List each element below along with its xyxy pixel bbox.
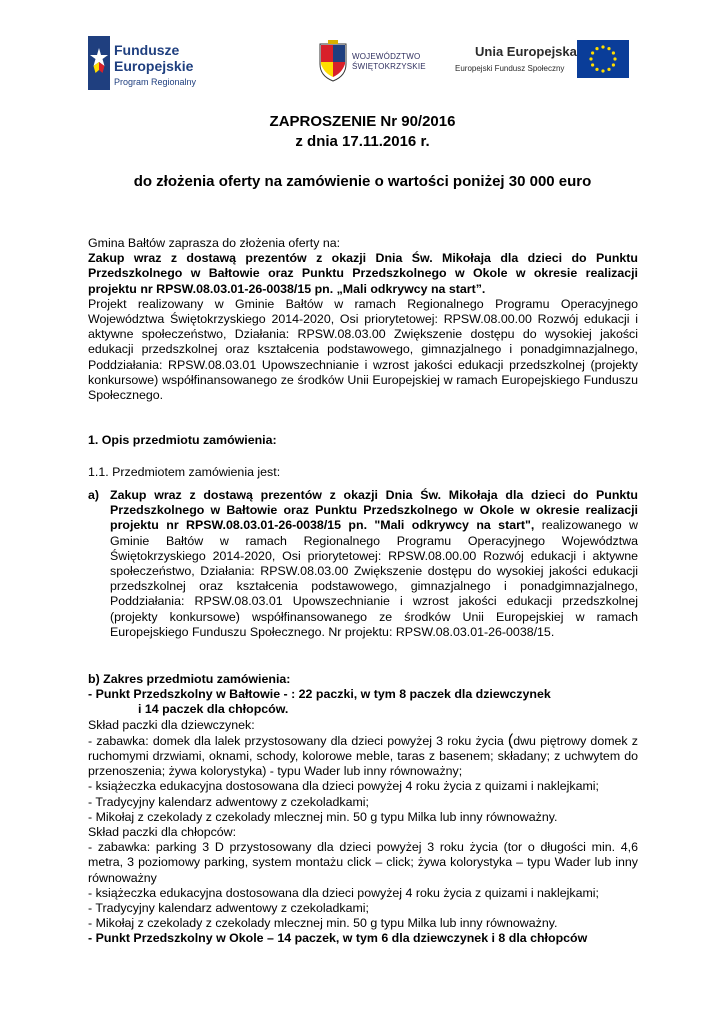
baltow-line-2: i 14 paczek dla chłopców. [138, 702, 289, 717]
section-1-1-heading: 1.1. Przedmiotem zamówienia jest: [88, 465, 281, 479]
item-a [88, 488, 638, 640]
girls-calendar: - Tradycyjny kalendarz adwentowy z czekoladkami; [88, 794, 369, 809]
item-a-body: realizowanego w Gminie Bałtów w ramach Regionalnego Programu Operacyjnego Województwa Świętokrzyskiego 2014-2020, Osi priorytetowej: RPSW.08.00.00 Rozwój edukacji i aktywne społeczeństwo, Działania: RPSW.08.03.00 Zwiększenie dostępu do wysokiej jakości edukacji przedszkolnej oraz kształcenia podstawowego, gimnazjalnego i ponadgimnazjalnego, Poddziałania: RPSW.08.03.01 Upowszechnianie i wzrost jakości edukacji przedszkolnej (projekty konkursowe) współfinansowanego ze środków Unii Europejskiej w ramach Europejskiego Funduszu Społecznego. Nr projektu: RPSW.08.03.01-26-0038/15. [110, 518, 638, 639]
unia-europejska-logo [455, 40, 635, 84]
girls-heading: Skład paczki dla dziewczynek: [88, 717, 255, 732]
section-b [88, 672, 638, 947]
boys-heading: Skład paczki dla chłopców: [88, 825, 237, 840]
fe-star-icon [88, 36, 110, 90]
section-1-heading: 1. Opis przedmiotu zamówienia: [88, 433, 277, 447]
invitation-subject: do złożenia oferty na zamówienie o wartości poniżej 30 000 euro [133, 173, 592, 190]
ue-logo-title: Unia Europejska [475, 44, 577, 59]
intro-section [88, 236, 638, 403]
girls-book: - książeczka edukacyjna dostosowana dla dzieci powyżej 4 roku życia z quizami i naklejkami; [88, 779, 600, 794]
boys-toy: - zabawka: parking 3 D przystosowany dla dzieci powyżej 3 roku życia (tor o długości min. 4,6 metra, 3 poziomowy parking, system montażu click – click; żywa kolorystyka – typu Wader lub inny równoważny [88, 840, 638, 885]
invitation-date: z dnia 17.11.2016 r. [295, 133, 430, 150]
girls-toy: - zabawka: domek dla lalek przystosowany dla dzieci powyżej 3 roku życia (dwu piętrowy domek z ruchomymi drzwiami, oknami, schody, kolorowe meble, taras z basenem; składany; z uchwytem do przenoszenia; żywa kolorystyka) - typu Wader lub inny równoważny; [88, 731, 638, 779]
wojewodztwo-logo [318, 40, 428, 86]
eu-flag-icon [577, 40, 629, 78]
fe-logo-text: Fundusze Europejskie Program Regionalny [114, 42, 197, 87]
ue-logo-subtitle: Europejski Fundusz Społeczny [455, 64, 565, 73]
baltow-line-1: - Punkt Przedszkolny w Bałtowie - : 22 paczki, w tym 8 paczek dla dziewczynek [88, 687, 551, 702]
intro-body: Projekt realizowany w Gminie Bałtów w ramach Regionalnego Programu Operacyjnego Województwa Świętokrzyskiego 2014-2020, Osi priorytetowej: RPSW.08.00.00 Rozwój edukacji i aktywne społeczeństwo, Działania: RPSW.08.03.00 Zwiększenie dostępu do wysokiej jakości edukacji przedszkolnej oraz kształcenia podstawowego, gimnazjalnego i ponadgimnazjalnego, Poddziałania: RPSW.08.03.01 Upowszechnianie i wzrost jakości edukacji przedszkolnej (projekty konkursowe) współfinansowanego ze środków Unii Europejskiej w ramach Europejskiego Funduszu Społecznego. [88, 296, 638, 403]
boys-mikolaj: - Mikołaj z czekolady z czekolady mlecznej min. 50 g typu Milka lub inny równoważny. [88, 916, 558, 931]
fundusze-europejskie-logo [88, 36, 198, 92]
item-a-bold: Zakup wraz z dostawą prezentów z okazji Dnia Św. Mikołaja dla dzieci do Punktu Przedszkolnego w Bałtowie oraz Punktu Przedszkolnego w Okole w okresie realizacji projektu nr RPSW.08.03.01-26-0038/15 pn. "Mali odkrywcy na start", [110, 488, 638, 533]
coat-of-arms-icon [318, 40, 348, 82]
item-a-content [110, 488, 638, 640]
section-b-heading: b) Zakres przedmiotu zamówienia: [88, 672, 291, 686]
wojewodztwo-logo-text: WOJEWÓDZTWO ŚWIĘTOKRZYSKIE [352, 52, 426, 71]
boys-calendar: - Tradycyjny kalendarz adwentowy z czekoladkami; [88, 901, 369, 916]
intro-lead: Gmina Bałtów zaprasza do złożenia oferty na: [88, 236, 341, 250]
okol-line: - Punkt Przedszkolny w Okole – 14 paczek, w tym 6 dla dziewczynek i 8 dla chłopców [88, 931, 588, 946]
intro-bold: Zakup wraz z dostawą prezentów z okazji Dnia Św. Mikołaja dla dzieci do Punktu Przedszkolnego w Bałtowie oraz Punktu Przedszkolnego w Okole w okresie realizacji projektu nr RPSW.08.03.01-26-0038/15 pn. „Mali odkrywcy na start”. [88, 251, 638, 296]
girls-mikolaj: - Mikołaj z czekolady z czekolady mlecznej min. 50 g typu Milka lub inny równoważny. [88, 809, 558, 824]
invitation-number: ZAPROSZENIE Nr 90/2016 [269, 113, 456, 130]
item-a-marker: a) [88, 488, 100, 502]
boys-book: - książeczka edukacyjna dostosowana dla dzieci powyżej 4 roku życia z quizami i naklejkami; [88, 885, 600, 900]
